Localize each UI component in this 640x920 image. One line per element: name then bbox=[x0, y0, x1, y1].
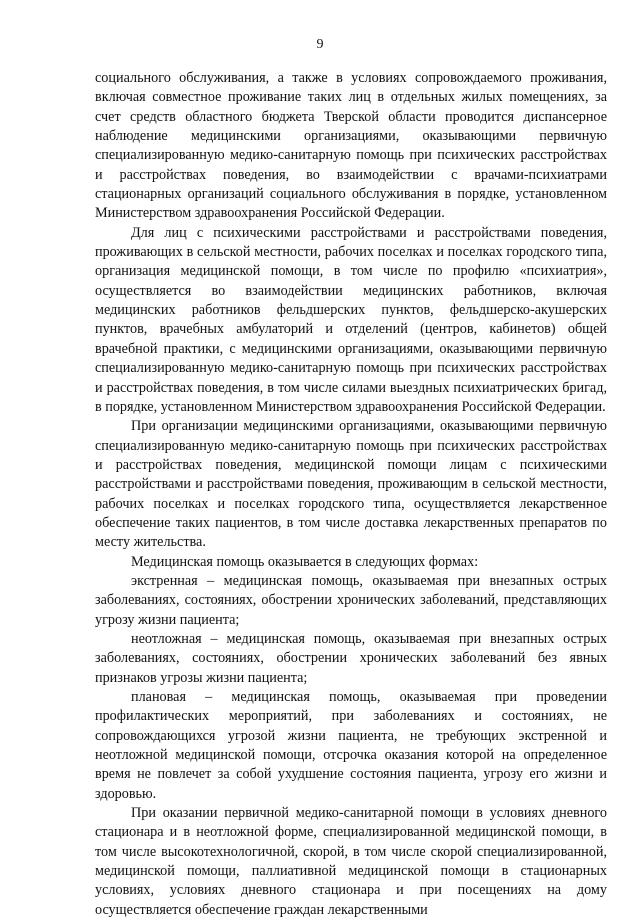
paragraph-social-service-observation: социального обслуживания, а также в условиях сопровождаемого проживания, включая совместное проживание таких лиц в отдельных жилых помещениях, за счет средств областного бюджета Тверской области проводится диспансерное наблюдение медицинскими организациями, оказывающими первичную специализированную медико-санитарную помощь при психических расстройствах и расстройствах поведения, во взаимодействии с врачами-психиатрами стационарных организаций социального обслуживания в порядке, установленном Министерством здравоохранения Российской Федерации. bbox=[95, 70, 607, 222]
document-body bbox=[95, 69, 607, 920]
paragraph-drug-supply-rural: При организации медицинскими организациями, оказывающими первичную специализированную медико-санитарную помощь при психических расстройствах и расстройствах поведения, медицинской помощи лицам с психическими расстройствами и расстройствами поведения, проживающим в сельской местности, рабочих поселках и поселках городского типа, осуществляется лекарственное обеспечение таких пациентов, в том числе доставка лекарственных препаратов по месту жительства. bbox=[95, 418, 607, 551]
paragraph-rural-psychiatric-care: Для лиц с психическими расстройствами и расстройствами поведения, проживающих в сельской местности, рабочих поселках и поселках городского типа, организация медицинской помощи, в том числе по профилю «психиатрия», осуществляется во взаимодействии медицинских работников, включая медицинских работников фельдшерских пунктов, фельдшерско-акушерских пунктов, врачебных амбулаторий и отделений (центров, кабинетов) общей врачебной практики, с медицинскими организациями, оказывающими первичную специализированную медико-санитарную помощь при психических расстройствах и расстройствах поведения, в том числе силами выездных психиатрических бригад, в порядке, установленном Министерством здравоохранения Российской Федерации. bbox=[95, 224, 607, 415]
paragraph-drug-provision: При оказании первичной медико-санитарной помощи в условиях дневного стационара и в неотложной форме, специализированной медицинской помощи, в том числе высокотехнологичной, скорой, в том числе скорой специализированной, медицинской помощи, паллиативной медицинской помощи в стационарных условиях, условиях дневного стационара и при посещениях на дому осуществляется обеспечение граждан лекарственными bbox=[95, 805, 607, 918]
paragraph-planned-care: плановая – медицинская помощь, оказываемая при проведении профилактических мероприятий, при заболеваниях и состояниях, не сопровождающихся угрозой жизни пациента, не требующих экстренной и неотложной медицинской помощи, отсрочка оказания которой на определенное время не повлечет за собой ухудшение состояния пациента, угрозу его жизни и здоровью. bbox=[95, 689, 607, 802]
paragraph-urgent-care: неотложная – медицинская помощь, оказываемая при внезапных острых заболеваниях, состояниях, обострении хронических заболеваний без явных признаков угрозы жизни пациента; bbox=[95, 630, 607, 686]
paragraph-emergency-care: экстренная – медицинская помощь, оказываемая при внезапных острых заболеваниях, состояниях, обострении хронических заболеваний, представляющих угрозу жизни пациента; bbox=[95, 572, 607, 628]
page-number: 9 bbox=[316, 37, 324, 52]
paragraph-care-forms-intro: Медицинская помощь оказывается в следующих формах: bbox=[131, 553, 479, 570]
